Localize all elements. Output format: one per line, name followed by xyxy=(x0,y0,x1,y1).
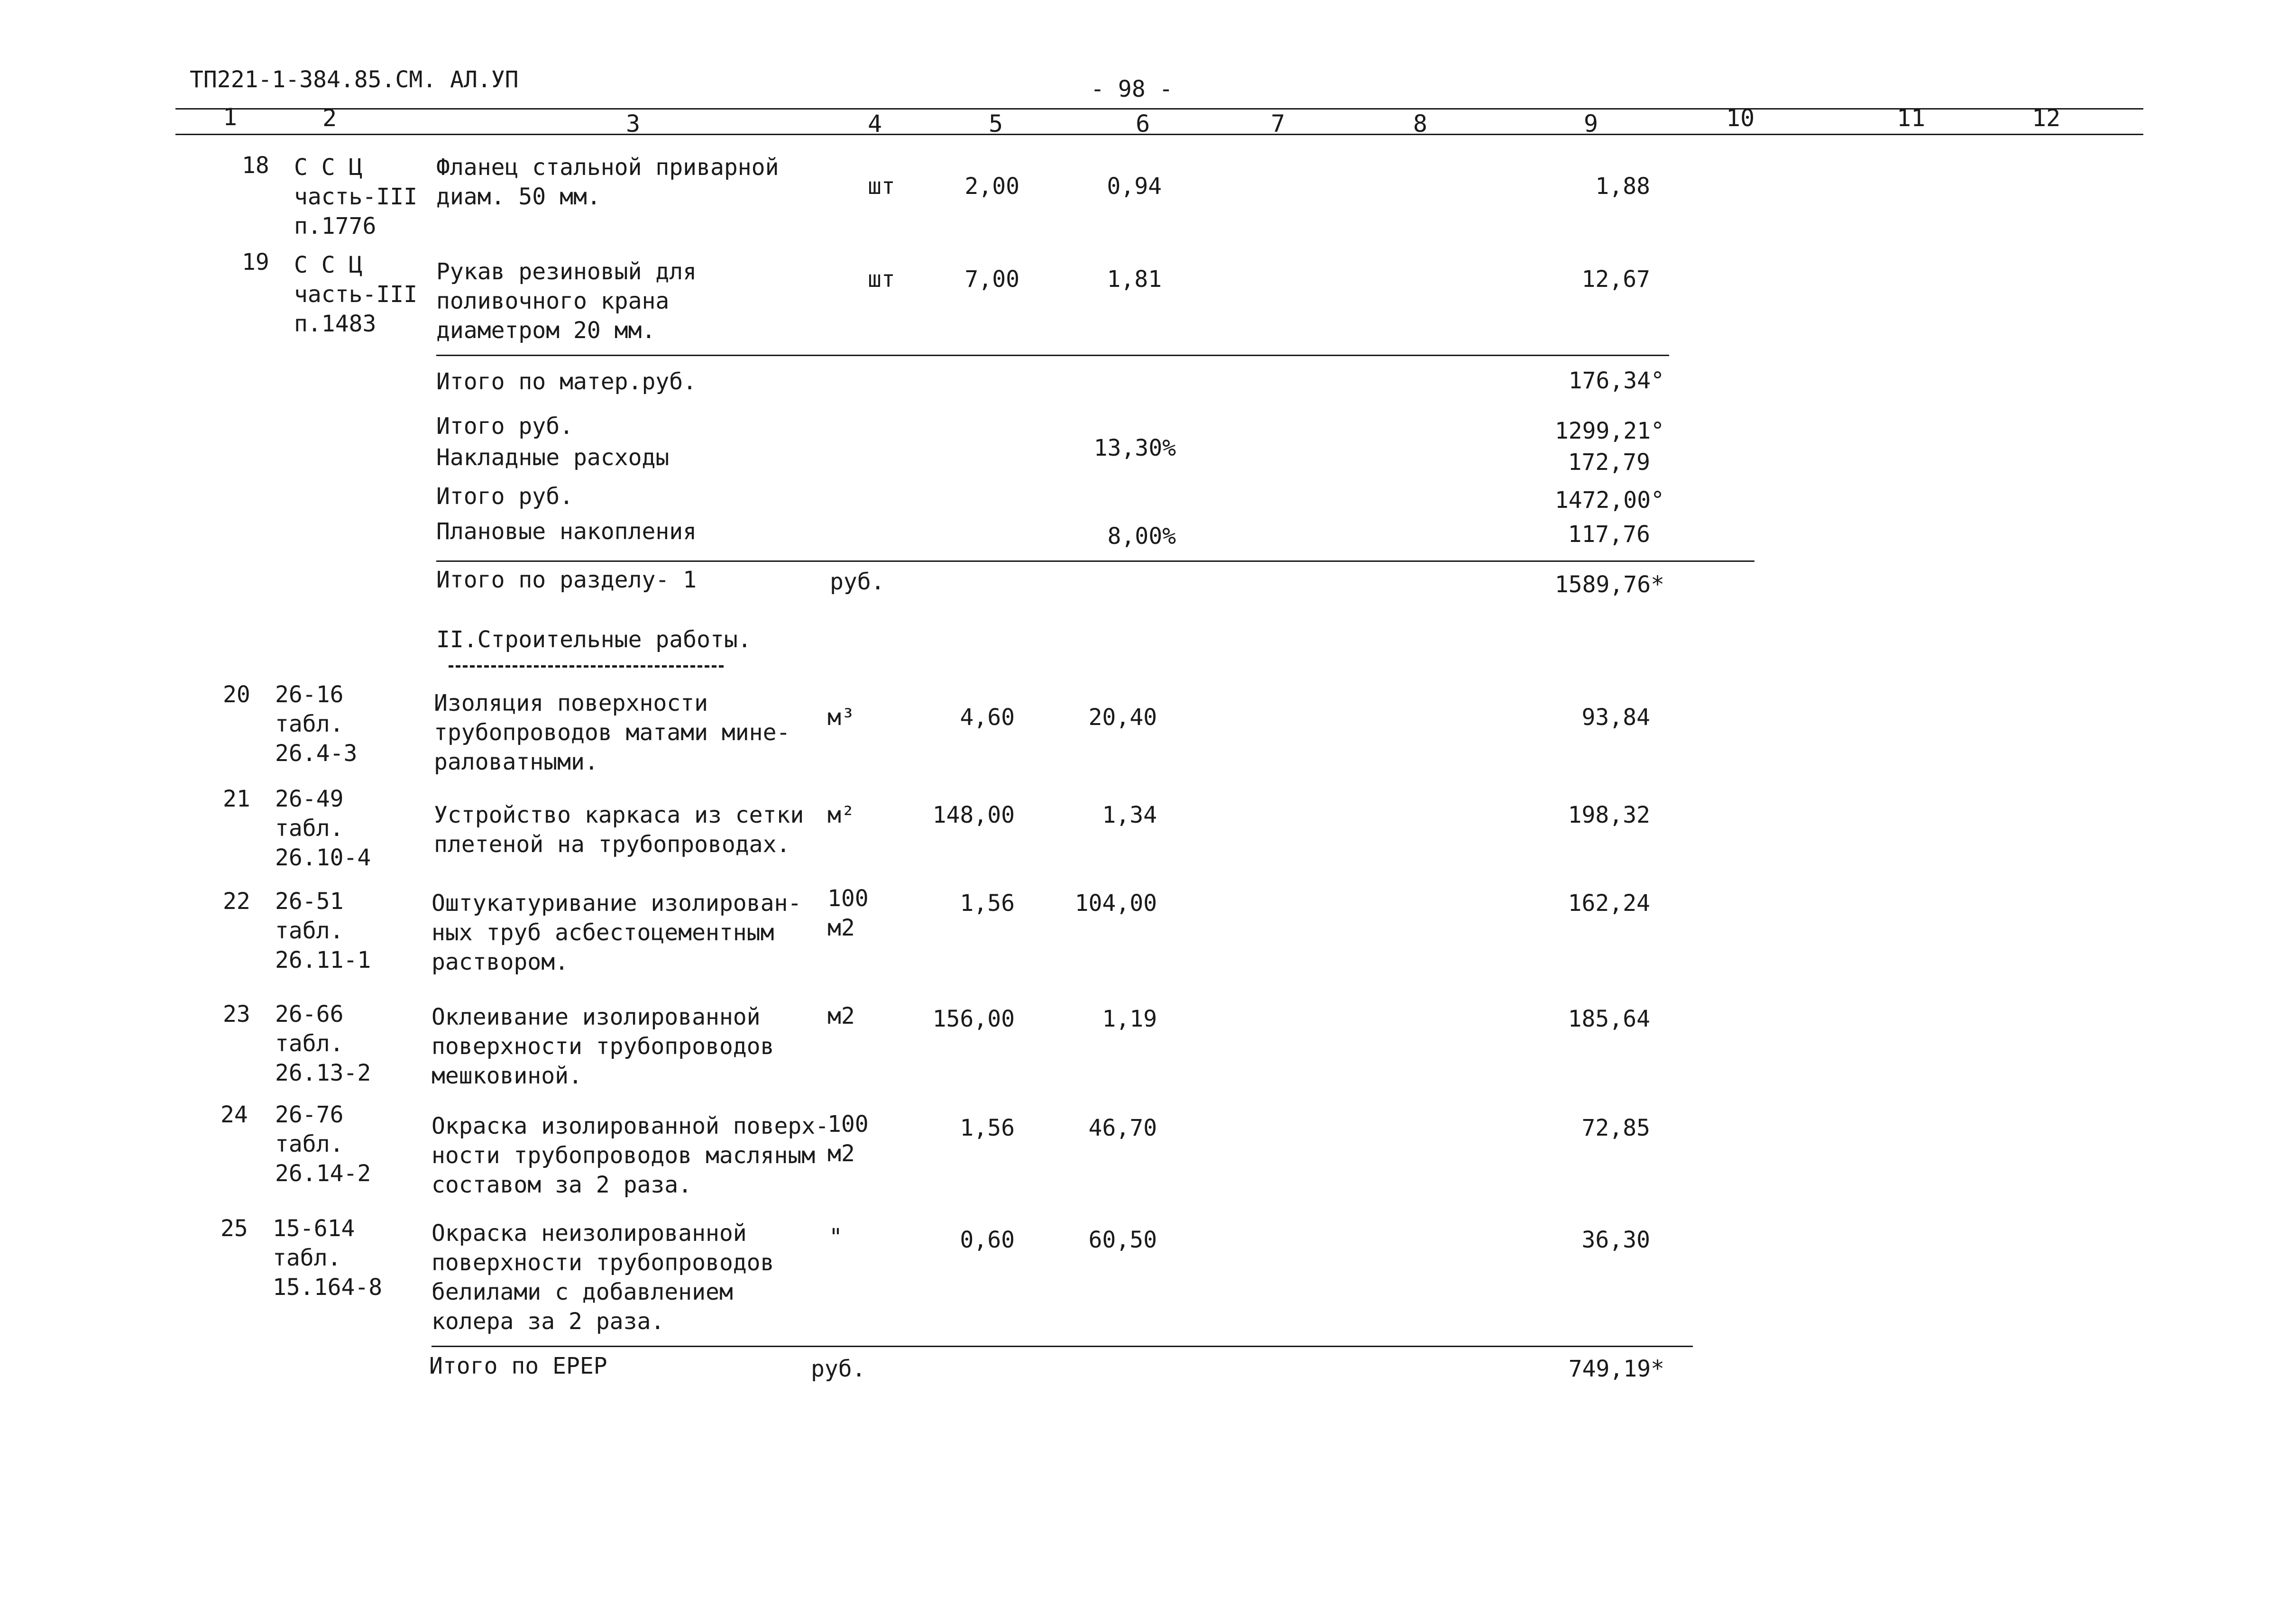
col-number-1: 1 xyxy=(223,103,238,131)
row-number: 21 xyxy=(223,786,250,812)
row-reference: 26-51 табл. 26.11-1 xyxy=(275,888,371,973)
row-total: 1,88 xyxy=(1595,173,1650,200)
row-unit: шт xyxy=(868,266,895,293)
final-total-label: Итого по ЕРЕР xyxy=(429,1353,607,1379)
row-name: Устройство каркаса из сетки плетеной на трубопроводах. xyxy=(434,802,804,858)
section1-total-unit: руб. xyxy=(830,569,885,595)
planned-accumulation-percent: 8,00% xyxy=(1107,523,1176,550)
row-unit: м² xyxy=(827,802,855,828)
planned-accumulation-total: 117,76 xyxy=(1568,521,1650,548)
section-rule xyxy=(436,560,1754,562)
row-quantity: 2,00 xyxy=(964,173,1019,200)
row-total: 12,67 xyxy=(1581,266,1650,293)
col-number-3: 3 xyxy=(626,110,641,138)
col-number-12: 12 xyxy=(2032,104,2061,132)
row-reference: 26-49 табл. 26.10-4 xyxy=(275,786,371,871)
row-number: 25 xyxy=(220,1215,248,1242)
overhead-percent: 13,30% xyxy=(1093,435,1176,461)
col-number-6: 6 xyxy=(1136,110,1150,138)
row-reference: 26-66 табл. 26.13-2 xyxy=(275,1001,371,1086)
final-total-unit: руб. xyxy=(811,1356,866,1382)
row-price: 20,40 xyxy=(1088,704,1157,731)
row-name: Фланец стальной приварной диам. 50 мм. xyxy=(436,154,779,210)
col-number-7: 7 xyxy=(1271,110,1286,138)
final-total: 749,19* xyxy=(1568,1356,1664,1382)
row-total: 198,32 xyxy=(1568,802,1650,828)
row-price: 46,70 xyxy=(1088,1115,1157,1141)
itogo1-total: 1299,21° xyxy=(1554,418,1664,444)
itogo2-label: Итого руб. xyxy=(436,483,573,510)
col-number-11: 11 xyxy=(1897,104,1926,132)
row-quantity: 156,00 xyxy=(932,1006,1015,1032)
row-reference: С С Ц часть-III п.1776 xyxy=(294,154,418,239)
row-unit: " xyxy=(829,1224,843,1250)
row-name: Рукав резиновый для поливочного крана диаметром 20 мм. xyxy=(436,258,697,344)
header-bottom-rule xyxy=(175,134,2143,135)
section2-underline xyxy=(449,665,724,668)
row-total: 93,84 xyxy=(1581,704,1650,731)
row-quantity: 4,60 xyxy=(960,704,1015,731)
col-number-8: 8 xyxy=(1413,110,1428,138)
header-top-rule xyxy=(175,108,2143,110)
overhead-total: 172,79 xyxy=(1568,449,1650,476)
materials-total: 176,34° xyxy=(1568,367,1664,394)
row-quantity: 0,60 xyxy=(960,1227,1015,1253)
col-number-9: 9 xyxy=(1584,110,1598,138)
row-name: Оклеивание изолированной поверхности трубопроводов мешковиной. xyxy=(432,1004,774,1089)
section2-title: II.Строительные работы. xyxy=(436,626,752,653)
row-price: 1,19 xyxy=(1102,1006,1157,1032)
row-quantity: 148,00 xyxy=(932,802,1015,828)
row-unit: шт xyxy=(868,173,895,200)
document-code: ТП221-1-384.85.СМ. АЛ.УП xyxy=(190,66,519,93)
row-number: 24 xyxy=(220,1101,248,1128)
row-number: 20 xyxy=(223,681,250,708)
row-reference: 26-76 табл. 26.14-2 xyxy=(275,1101,371,1187)
itogo1-label: Итого руб. xyxy=(436,413,573,440)
section1-total: 1589,76* xyxy=(1554,571,1664,598)
row-unit: 100 м2 xyxy=(827,1111,869,1167)
materials-total-label: Итого по матер.руб. xyxy=(436,368,697,395)
row-quantity: 1,56 xyxy=(960,1115,1015,1141)
col-number-5: 5 xyxy=(989,110,1003,138)
row-unit: м2 xyxy=(827,1003,855,1029)
row-unit: 100 м2 xyxy=(827,885,869,941)
col-number-4: 4 xyxy=(868,110,882,138)
row-number: 23 xyxy=(223,1001,250,1028)
row-total: 36,30 xyxy=(1581,1227,1650,1253)
row-reference: 26-16 табл. 26.4-3 xyxy=(275,681,358,767)
col-number-2: 2 xyxy=(322,104,337,132)
planned-accumulation-label: Плановые накопления xyxy=(436,518,697,545)
row-number: 19 xyxy=(242,249,269,275)
row-total: 185,64 xyxy=(1568,1006,1650,1032)
row-number: 22 xyxy=(223,888,250,915)
row-quantity: 1,56 xyxy=(960,890,1015,917)
row-name: Окраска неизолированной поверхности трубопроводов белилами с добавлением колера за 2 раза. xyxy=(432,1220,774,1335)
row-price: 0,94 xyxy=(1107,173,1162,200)
row-name: Оштукатуривание изолирован- ных труб асбестоцементным раствором. xyxy=(432,890,802,975)
row-number: 18 xyxy=(242,152,269,179)
row-reference: 15-614 табл. 15.164-8 xyxy=(273,1215,383,1301)
row-name: Окраска изолированной поверх- ности трубопроводов масляным составом за 2 раза. xyxy=(432,1113,829,1198)
final-rule xyxy=(432,1346,1693,1347)
row-quantity: 7,00 xyxy=(964,266,1019,293)
row-price: 104,00 xyxy=(1075,890,1157,917)
row-name: Изоляция поверхности трубопроводов матами мине- раловатными. xyxy=(434,690,790,775)
page-number: - 98 - xyxy=(1091,76,1173,102)
row-price: 60,50 xyxy=(1088,1227,1157,1253)
col-number-10: 10 xyxy=(1726,104,1755,132)
section1-total-label: Итого по разделу- 1 xyxy=(436,567,697,593)
row-unit: м³ xyxy=(827,704,855,731)
itogo2-total: 1472,00° xyxy=(1554,487,1664,514)
overhead-label: Накладные расходы xyxy=(436,444,670,471)
row-price: 1,34 xyxy=(1102,802,1157,828)
row-total: 162,24 xyxy=(1568,890,1650,917)
row-reference: С С Ц часть-III п.1483 xyxy=(294,252,418,337)
row-total: 72,85 xyxy=(1581,1115,1650,1141)
subtotal-rule xyxy=(436,355,1669,356)
row-price: 1,81 xyxy=(1107,266,1162,293)
